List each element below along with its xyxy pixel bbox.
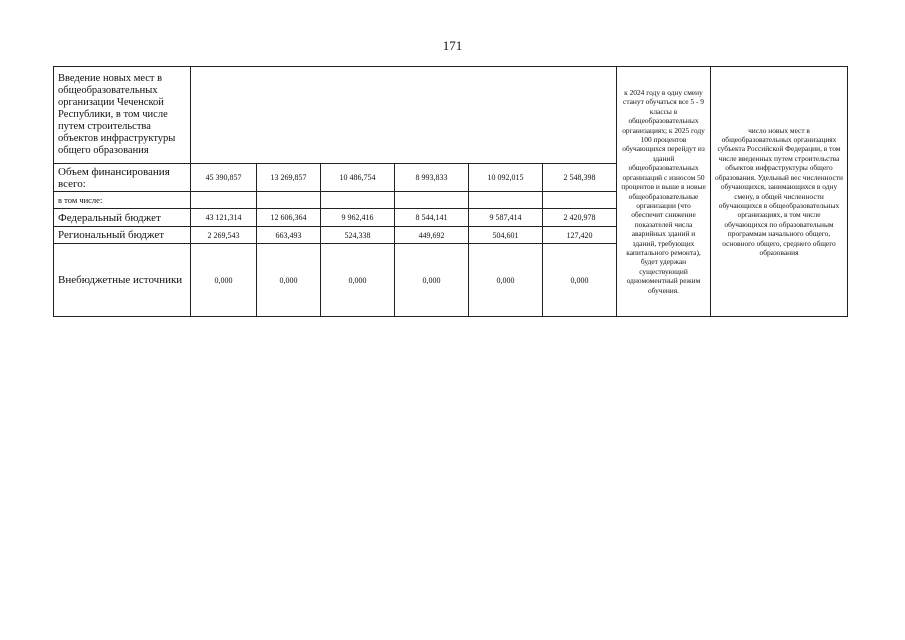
value-cell	[395, 192, 469, 209]
value-cell: 2 269,543	[191, 227, 257, 244]
value-cell	[257, 192, 321, 209]
activity-empty-cell	[191, 67, 617, 164]
value-cell: 45 390,857	[191, 164, 257, 192]
value-cell: 2 420,978	[543, 209, 617, 227]
row-label: Региональный бюджет	[54, 227, 191, 244]
value-cell: 12 606,364	[257, 209, 321, 227]
value-cell: 10 486,754	[321, 164, 395, 192]
value-cell: 8 544,141	[395, 209, 469, 227]
value-cell: 8 993,833	[395, 164, 469, 192]
value-cell: 0,000	[191, 244, 257, 317]
table-row-activity	[54, 67, 848, 164]
value-cell: 524,338	[321, 227, 395, 244]
value-cell: 10 092,015	[469, 164, 543, 192]
value-cell: 0,000	[395, 244, 469, 317]
value-cell: 13 269,857	[257, 164, 321, 192]
value-cell: 449,692	[395, 227, 469, 244]
value-cell: 0,000	[469, 244, 543, 317]
row-label: Федеральный бюджет	[54, 209, 191, 227]
value-cell	[321, 192, 395, 209]
value-cell: 9 587,414	[469, 209, 543, 227]
activity-name: Введение новых мест в общеобразовательных организации Чеченской Республики, в том числе путем строительства объектов инфраструктуры общего образования	[54, 67, 191, 164]
value-cell	[469, 192, 543, 209]
value-cell: 0,000	[257, 244, 321, 317]
expected-result-cell: к 2024 году в одну смену станут обучаться все 5 - 9 классы в общеобразовательных организациях; к 2025 году 100 процентов обучающихся перейдут из зданий общеобразовательных организаций с износом 50 процентов и выше в новые общеобразовательные организации (что обеспечит снижение показателей числа аварийных зданий и зданий, требующих капитального ремонта), будет удержан существующий одномоментный режим обучения.	[617, 67, 711, 317]
value-cell: 0,000	[543, 244, 617, 317]
value-cell	[543, 192, 617, 209]
page-number: 171	[442, 38, 463, 53]
value-cell: 2 548,398	[543, 164, 617, 192]
financing-table	[53, 66, 848, 317]
value-cell	[191, 192, 257, 209]
value-cell: 127,420	[543, 227, 617, 244]
row-label: в том числе:	[54, 192, 191, 209]
value-cell: 0,000	[321, 244, 395, 317]
value-cell: 504,601	[469, 227, 543, 244]
indicator-cell: число новых мест в общеобразовательных организациях субъекта Российской Федерации, в том числе введенных путем строительства объектов инфраструктуры общего образования. Удельный вес численности обучающихся, занимающихся в одну смену, в общей численности обучающихся в общеобразовательных организациях, в том числе обучающихся по образовательным программам начального общего, основного общего, среднего общего образования	[711, 67, 848, 317]
row-label: Объем финансирования всего:	[54, 164, 191, 192]
value-cell: 663,493	[257, 227, 321, 244]
row-label: Внебюджетные источники	[54, 244, 191, 317]
value-cell: 9 962,416	[321, 209, 395, 227]
value-cell: 43 121,314	[191, 209, 257, 227]
